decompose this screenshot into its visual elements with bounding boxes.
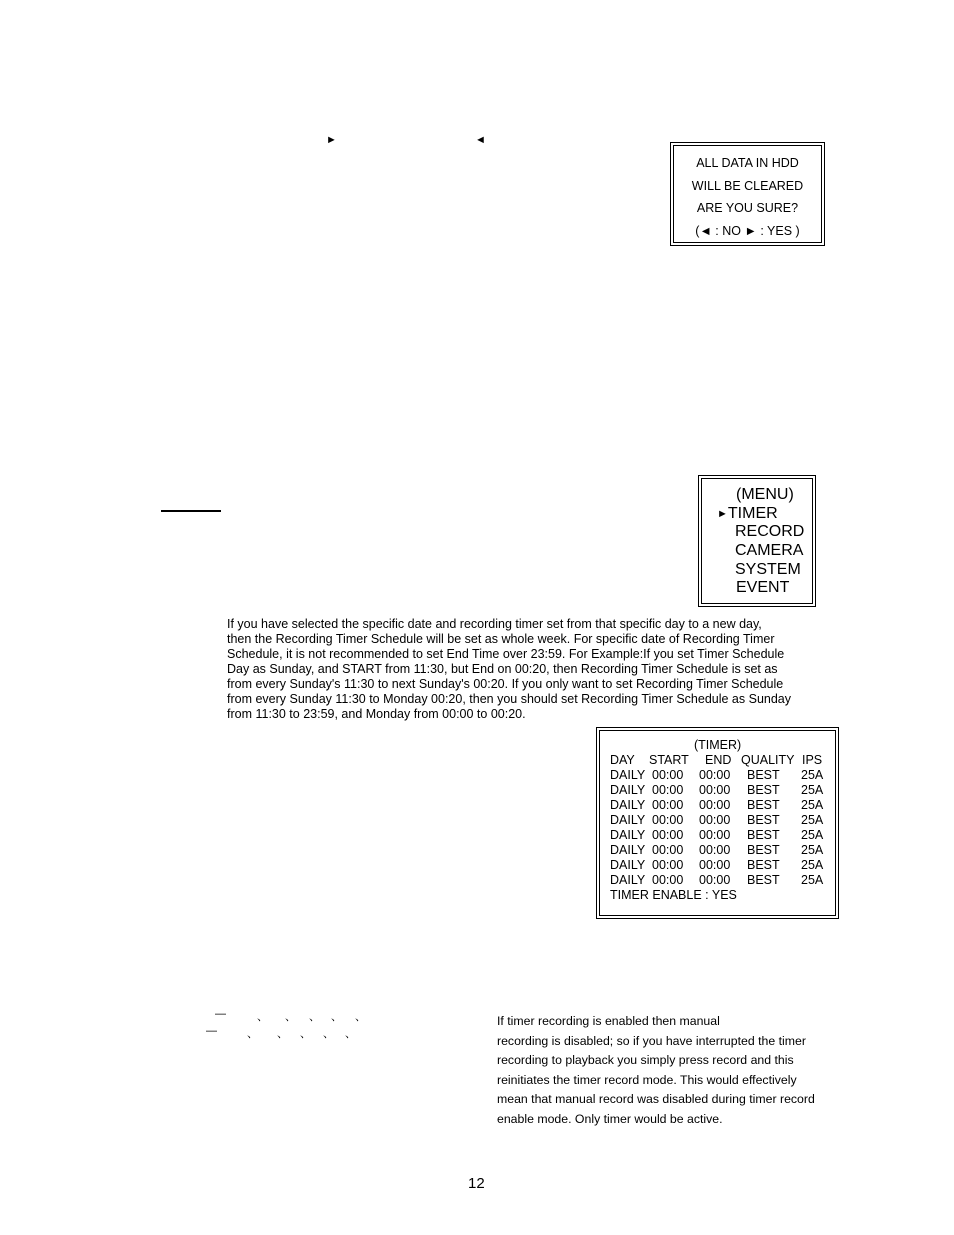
note-line: recording is disabled; so if you have interrupted the timer: [497, 1033, 806, 1048]
right-arrow-icon: ►: [326, 134, 337, 146]
cell-quality: BEST: [747, 873, 780, 887]
cell-start: 00:00: [652, 858, 684, 872]
main-menu-box: [698, 475, 816, 607]
cell-start: 00:00: [652, 813, 684, 827]
cell-end: 00:00: [699, 828, 731, 842]
cell-quality: BEST: [747, 783, 780, 797]
tick-mark: 、: [257, 1011, 268, 1023]
note-line: from every Sunday 11:30 to Monday 00:20, then you should set Recording Timer Schedule as Sunday: [227, 692, 791, 706]
cell-start: 00:00: [652, 843, 684, 857]
cell-day: DAILY: [610, 873, 646, 887]
cell-quality: BEST: [747, 798, 780, 812]
hdd-confirm-line: WILL BE CLEARED: [691, 178, 804, 193]
cell-ips: 25A: [801, 843, 824, 857]
timer-enable-status: TIMER ENABLE : YES: [610, 888, 737, 902]
hdd-confirm-line: ARE YOU SURE?: [696, 201, 799, 215]
cell-ips: 25A: [801, 768, 824, 782]
timer-enable-row[interactable]: [610, 888, 835, 903]
tick-mark: 、: [309, 1011, 320, 1023]
dash-mark: —: [215, 1008, 226, 1020]
cell-start: 00:00: [652, 768, 684, 782]
note-line: Day as Sunday, and START from 11:30, but End on 00:20, then Recording Timer Schedule is set as: [227, 662, 778, 676]
header-quality: QUALITY: [741, 753, 795, 767]
menu-item-event[interactable]: EVENT: [736, 579, 790, 597]
menu-item-system[interactable]: SYSTEM: [735, 560, 801, 578]
menu-item-record[interactable]: RECORD: [735, 523, 805, 541]
tick-mark: 、: [247, 1028, 258, 1040]
timer-row[interactable]: [610, 828, 835, 843]
menu-item-camera[interactable]: CAMERA: [735, 542, 804, 560]
cell-start: 00:00: [652, 873, 684, 887]
cell-ips: 25A: [801, 798, 824, 812]
page-number: 12: [468, 1175, 485, 1192]
cell-end: 00:00: [699, 843, 731, 857]
cell-ips: 25A: [801, 828, 824, 842]
note-line: then the Recording Timer Schedule will be set as whole week. For specific date of Recording Timer: [227, 632, 775, 646]
timer-row[interactable]: [610, 873, 835, 888]
cell-end: 00:00: [699, 798, 731, 812]
timer-rows: [610, 768, 835, 888]
cell-start: 00:00: [652, 798, 684, 812]
note-line: If you have selected the specific date and recording timer set from that specific day to a new day,: [227, 617, 762, 631]
cell-start: 00:00: [652, 828, 684, 842]
timer-schedule-note: [227, 617, 791, 722]
note-line: enable mode. Only timer would be active.: [497, 1111, 723, 1126]
menu-title: (MENU): [736, 486, 794, 503]
cell-start: 00:00: [652, 783, 684, 797]
timer-schedule-box: [596, 727, 839, 919]
header-ips: IPS: [802, 753, 823, 767]
pointer-arrow-icon: ►: [717, 507, 728, 520]
cell-ips: 25A: [801, 783, 824, 797]
cell-end: 00:00: [699, 858, 731, 872]
timer-row[interactable]: [610, 768, 835, 783]
tick-mark: 、: [345, 1028, 356, 1040]
cell-day: DAILY: [610, 798, 646, 812]
tick-mark: 、: [355, 1011, 366, 1023]
menu-item-label: TIMER: [727, 504, 778, 522]
timer-title-row: [610, 738, 835, 753]
cell-quality: BEST: [747, 768, 780, 782]
cell-day: DAILY: [610, 828, 646, 842]
timer-row[interactable]: [610, 798, 835, 813]
header-day: DAY: [610, 753, 635, 767]
cell-day: DAILY: [610, 768, 646, 782]
tick-mark: 、: [331, 1011, 342, 1023]
tick-mark: 、: [323, 1028, 334, 1040]
left-arrow-icon: ◄: [475, 134, 486, 146]
cell-end: 00:00: [699, 783, 731, 797]
tick-mark: 、: [300, 1028, 311, 1040]
hdd-clear-confirm-box: [670, 142, 825, 246]
note-line: reinitiates the timer record mode. This would effectively: [497, 1072, 797, 1087]
note-line: recording to playback you simply press record and this: [497, 1053, 794, 1068]
cell-day: DAILY: [610, 813, 646, 827]
note-line: If timer recording is enabled then manual: [497, 1014, 720, 1028]
header-start: START: [649, 753, 689, 767]
cell-day: DAILY: [610, 843, 646, 857]
timer-row[interactable]: [610, 813, 835, 828]
note-line: Schedule, it is not recommended to set End Time over 23:59. For Example:If you set Timer Schedule: [227, 647, 785, 661]
cell-quality: BEST: [747, 813, 780, 827]
timer-row[interactable]: [610, 783, 835, 798]
stray-marks: [206, 1008, 375, 1042]
cell-quality: BEST: [747, 828, 780, 842]
cell-day: DAILY: [610, 783, 646, 797]
section-heading-underline: [161, 510, 221, 512]
timer-title: (TIMER): [694, 738, 742, 752]
timer-row[interactable]: [610, 843, 835, 858]
tick-mark: 、: [277, 1028, 288, 1040]
menu-item-timer[interactable]: [702, 505, 812, 524]
cell-end: 00:00: [699, 768, 731, 782]
cell-ips: 25A: [801, 873, 824, 887]
cell-ips: 25A: [801, 813, 824, 827]
cell-quality: BEST: [747, 843, 780, 857]
cell-end: 00:00: [699, 873, 731, 887]
note-line: from every Sunday's 11:30 to next Sunday's 00:20. If you only want to set Recording Timer Schedule: [227, 677, 784, 691]
hdd-confirm-line: ALL DATA IN HDD: [696, 156, 799, 170]
cell-ips: 25A: [801, 858, 824, 872]
note-line: mean that manual record was disabled during timer record: [497, 1092, 815, 1107]
cell-quality: BEST: [747, 858, 780, 872]
cell-day: DAILY: [610, 858, 646, 872]
hdd-confirm-options: (◄ : NO ► : YES ): [695, 223, 800, 238]
tick-mark: 、: [285, 1011, 296, 1023]
timer-row[interactable]: [610, 858, 835, 873]
note-line: from 11:30 to 23:59, and Monday from 00:00 to 00:20.: [227, 707, 526, 721]
dash-mark: —: [206, 1025, 217, 1037]
cell-end: 00:00: [699, 813, 731, 827]
header-end: END: [705, 753, 732, 767]
timer-header-row: [610, 753, 835, 768]
manual-record-note: [497, 1012, 815, 1130]
